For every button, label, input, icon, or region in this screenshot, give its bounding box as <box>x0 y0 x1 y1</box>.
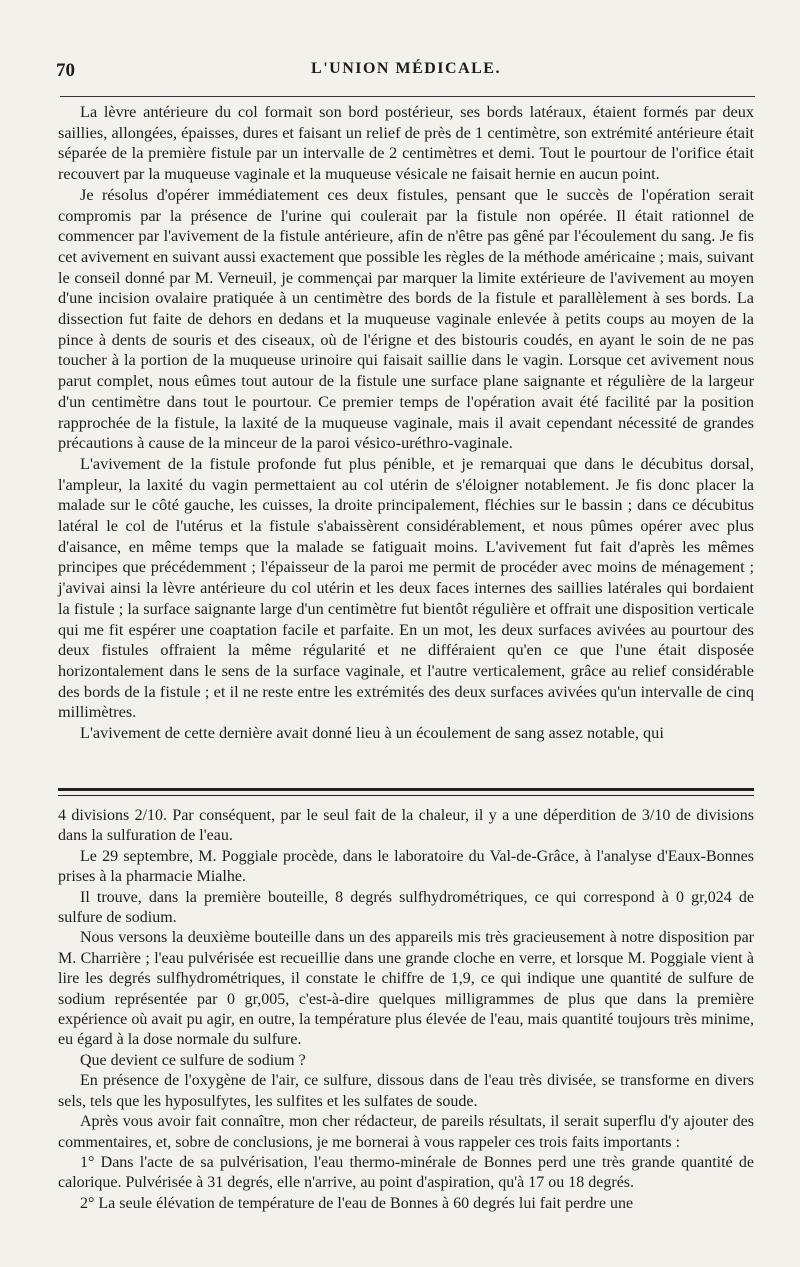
page-number: 70 <box>56 60 75 81</box>
paragraph: 4 divisions 2/10. Par conséquent, par le seul fait de la chaleur, il y a une déperdition de 3/10 de divisions dans la sulfuration de l'eau. <box>58 807 754 845</box>
paragraph: Nous versons la deuxième bouteille dans un des appareils mis très gracieusement à notre disposition par M. Charrière ; l'eau pulvérisée est recueillie dans une grande cloche en verre, et lorsque M. Poggiale vient à lire les degrés sulfhydrométriques, il constate le chiffre de 1,9, ce qui indique une quantité de sulfure de sodium représentée par 0 gr,005, c'est-à-dire quelques milligrammes de plus que dans la première expérience où avait pu agir, en outre, la température plus élevée de l'eau, mais quantité toujours très minime, eu égard à la dose normale du sulfure. <box>58 929 754 1049</box>
paragraph: En présence de l'oxygène de l'air, ce sulfure, dissous dans de l'eau très divisée, se transforme en divers sels, tels que les hyposulfytes, les sulfites et les sulfates de soude. <box>58 1072 754 1110</box>
paragraph: L'avivement de la fistule profonde fut plus pénible, et je remarquai que dans le décubitus dorsal, l'ampleur, la laxité du vagin permettaient au col utérin de s'éloigner notablement. Je fis donc placer la malade sur le côté gauche, les cuisses, la droite principalement, fléchies sur le bassin ; dans ce décubitus latéral le col de l'utérus et la fistule s'abaissèrent considérablement, et nous pûmes opérer avec plus d'aisance, en même temps que la malade se fatiguait moins. L'avivement fut fait d'après les mêmes principes que précédemment ; l'épaisseur de la paroi me permit de procéder avec moins de ménagement ; j'avivai ainsi la lèvre antérieure du col utérin et les deux faces internes des saillies latérales qui bordaient la fistule ; la surface saignante large d'un centimètre fut bientôt régulière et offrait une disposition verticale qui me fit espérer une coaptation facile et parfaite. En un mot, les deux surfaces avivées au pourtour des deux fistules offraient la même régularité et ne différaient qu'en ce que l'une était disposée horizontalement dans le sens de la surface vaginale, et l'autre verticalement, grâce au relief considérable des bords de la fistule ; et il ne reste entre les extrémités des deux surfaces avivées qu'un intervalle de cinq millimètres. <box>58 453 754 722</box>
paragraph: 1° Dans l'acte de sa pulvérisation, l'eau thermo-minérale de Bonnes perd une très grande quantité de calorique. Pulvérisée à 31 degrés, elle n'arrive, au point d'aspiration, qu'à 17 ou 18 degrés. <box>58 1153 754 1192</box>
header-rule <box>60 96 755 97</box>
paragraph: Après vous avoir fait connaître, mon cher rédacteur, de pareils résultats, il serait superflu d'y ajouter des commentaires, et, sobre de conclusions, je me bornerai à vous rappeler ces trois faits importants : <box>58 1113 754 1151</box>
paragraph: Il trouve, dans la première bouteille, 8 degrés sulfhydrométriques, ce qui correspond à 0 gr,024 de sulfure de sodium. <box>58 888 754 927</box>
paragraph: 2° La seule élévation de température de l'eau de Bonnes à 60 degrés lui fait perdre une <box>80 1194 634 1212</box>
running-title: L'UNION MÉDICALE. <box>311 60 501 77</box>
paragraph: La lèvre antérieure du col formait son bord postérieur, ses bords latéraux, étaient formés par deux saillies, allongées, épaisses, dures et faisant un relief de près de 1 centimètre, son extrémité antérieure était séparée de la première fistule par un intervalle de 2 centimètres et demi. Tout le pourtour de l'orifice était recouvert par la muqueuse vaginale et la muqueuse vésicale ne faisait hernie en aucun point. <box>58 102 754 184</box>
paragraph: Que devient ce sulfure de sodium ? <box>80 1051 306 1069</box>
section-divider-thin <box>58 795 754 796</box>
paragraph: Le 29 septembre, M. Poggiale procède, dans le laboratoire du Val-de-Grâce, à l'analyse d'Eaux-Bonnes prises à la pharmacie Mialhe. <box>58 847 754 886</box>
paragraph: L'avivement de cette dernière avait donné lieu à un écoulement de sang assez notable, qui <box>80 723 664 743</box>
page-header <box>52 58 760 88</box>
paragraph: Je résolus d'opérer immédiatement ces deux fistules, pensant que le succès de l'opération serait compromis par la présence de l'urine qui coulerait par la fistule non opérée. Il était rationnel de commencer par l'avivement de la fistule antérieure, afin de n'être pas gêné par l'écoulement du sang. Je fis cet avivement en suivant aussi exactement que possible les règles de la méthode américaine ; mais, suivant le conseil donné par M. Verneuil, je commençai par marquer la limite extérieure de l'avivement au moyen d'une incision ovalaire pratiquée à un centimètre des bords de la fistule et parallèlement à ses bords. La dissection fut faite de dehors en dedans et la muqueuse vaginale enlevée à petits coups au moyen de la pince à dents de souris et des ciseaux, où de l'érigne et des bistouris coudés, en ayant le soin de ne pas toucher à la portion de la muqueuse urinoire qui faisait saillie dans le vagin. Lorsque cet avivement nous parut complet, nous eûmes tout autour de la fistule une surface plane saignante et régulière de la largeur d'un centimètre dans tout le pourtour. Ce premier temps de l'opération avait été facilité par la position rapprochée de la fistule, la laxité de la muqueuse vaginale, mais il avait cependant nécessité de grandes précautions à cause de la minceur de la paroi vésico-uréthro-vaginale. <box>58 184 754 453</box>
main-article <box>58 102 754 744</box>
section-divider <box>58 788 754 791</box>
feuilleton-section <box>58 806 754 1214</box>
